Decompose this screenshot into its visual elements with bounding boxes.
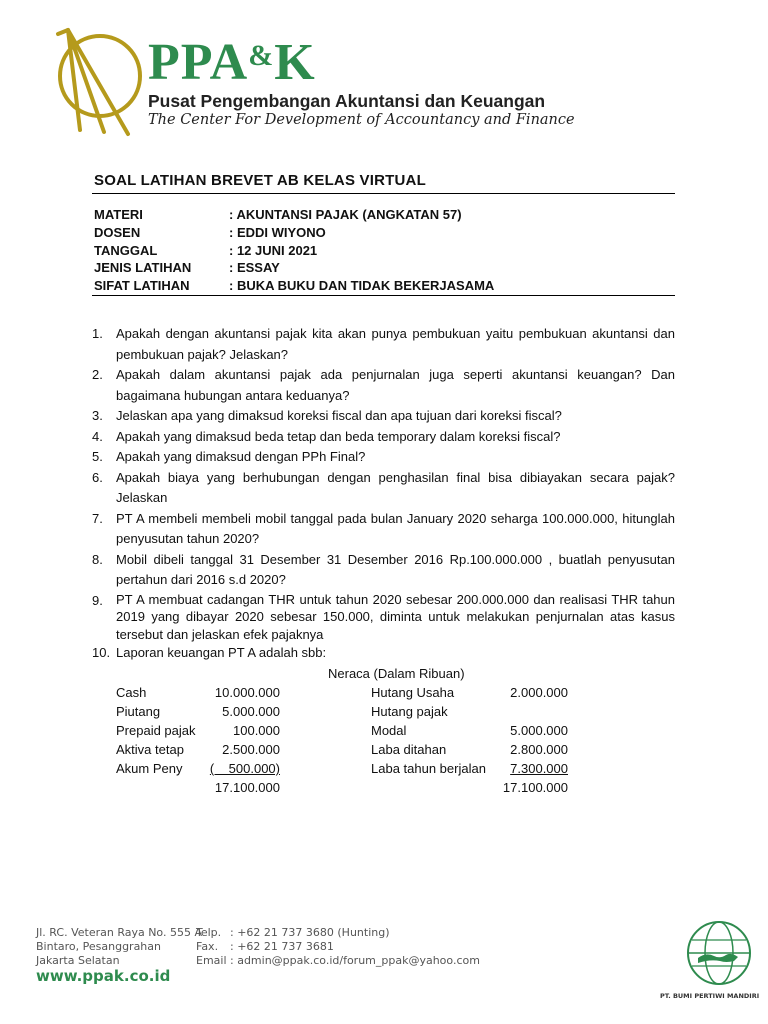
question-item bbox=[92, 468, 675, 509]
question-item bbox=[92, 591, 675, 644]
document-title: SOAL LATIHAN BREVET AB KELAS VIRTUAL bbox=[94, 172, 426, 189]
liability-value: 5.000.000 bbox=[510, 723, 568, 738]
question-item bbox=[92, 427, 675, 448]
meta-divider bbox=[92, 295, 675, 296]
asset-label: Prepaid pajak bbox=[116, 723, 196, 738]
question-number: 7. bbox=[92, 510, 103, 526]
asset-value: 2.500.000 bbox=[222, 742, 280, 757]
contact-key: Email bbox=[196, 954, 227, 967]
meta-key: DOSEN bbox=[94, 224, 141, 240]
meta-value: : 12 JUNI 2021 bbox=[229, 242, 318, 258]
liability-labels bbox=[371, 683, 486, 778]
asset-value: 5.000.000 bbox=[222, 704, 280, 719]
liability-value: 2.800.000 bbox=[510, 742, 568, 757]
question-number: 2. bbox=[92, 367, 103, 382]
title-divider bbox=[92, 193, 675, 194]
asset-value: 100.000 bbox=[233, 723, 280, 738]
question-number: 4. bbox=[92, 428, 103, 444]
balance-sheet-title: Neraca (Dalam Ribuan) bbox=[328, 666, 465, 681]
liability-value: 2.000.000 bbox=[510, 685, 568, 700]
question-text: Apakah yang dimaksud dengan PPh Final? bbox=[116, 449, 366, 464]
liability-label: Laba ditahan bbox=[371, 742, 447, 757]
liability-label: Hutang Usaha bbox=[371, 685, 455, 700]
contact-row bbox=[196, 954, 480, 968]
contact-value: : +62 21 737 3680 (Hunting) bbox=[230, 926, 390, 939]
asset-values bbox=[196, 683, 280, 797]
question-item bbox=[92, 447, 675, 468]
asset-label: Akum Peny bbox=[116, 761, 183, 776]
document-meta bbox=[94, 206, 494, 295]
liability-values bbox=[484, 683, 568, 797]
asset-labels bbox=[116, 683, 196, 778]
brand-subtitle: Pusat Pengembangan Akuntansi dan Keuangan bbox=[148, 91, 546, 111]
brand-tagline: The Center For Development of Accountancy and Finance bbox=[148, 112, 575, 128]
footer-address bbox=[36, 926, 202, 983]
contact-key: Telp. bbox=[196, 926, 222, 939]
meta-row bbox=[94, 224, 494, 242]
question-number: 8. bbox=[92, 551, 103, 567]
asset-value: 10.000.000 bbox=[214, 685, 280, 700]
meta-key: JENIS LATIHAN bbox=[94, 260, 192, 276]
liability-value bbox=[484, 702, 568, 721]
meta-value: : EDDI WIYONO bbox=[229, 224, 326, 240]
contact-key: Fax. bbox=[196, 940, 219, 953]
question-item bbox=[92, 550, 675, 591]
meta-row bbox=[94, 206, 494, 224]
question-item bbox=[92, 406, 675, 427]
question-text: Apakah dengan akuntansi pajak kita akan punya pembukuan yaitu pembukuan akuntansi dan pembukuan pajak? Jelaskan? bbox=[116, 326, 675, 362]
question-text: Apakah yang dimaksud beda tetap dan beda temporary dalam koreksi fiscal? bbox=[116, 428, 561, 444]
question-item bbox=[92, 365, 675, 406]
asset-label: Aktiva tetap bbox=[116, 742, 184, 757]
contact-value[interactable]: : admin@ppak.co.id/forum_ppak@yahoo.com bbox=[230, 954, 480, 967]
meta-row bbox=[94, 242, 494, 260]
brand-block bbox=[148, 30, 575, 128]
question-text: Apakah biaya yang berhubungan dengan penghasilan final bisa dibiayakan secara pajak? Jelaskan bbox=[116, 469, 675, 505]
question-number: 5. bbox=[92, 449, 103, 464]
question-text: Mobil dibeli tanggal 31 Desember 31 Desember 2016 Rp.100.000.000 , buatlah penyusutan pertahun dari 2016 s.d 2020? bbox=[116, 551, 675, 587]
globe-logo-icon bbox=[684, 918, 754, 988]
question-item bbox=[92, 643, 675, 664]
question-number: 3. bbox=[92, 408, 103, 423]
question-item bbox=[92, 509, 675, 550]
ppak-logo-icon bbox=[38, 20, 158, 140]
partner-caption: PT. BUMI PERTIWI MANDIRI bbox=[660, 992, 760, 1000]
contact-value: : +62 21 737 3681 bbox=[230, 940, 334, 953]
liability-label: Laba tahun berjalan bbox=[371, 761, 486, 776]
meta-value: : AKUNTANSI PAJAK (ANGKATAN 57) bbox=[229, 207, 462, 222]
question-number: 1. bbox=[92, 326, 103, 341]
asset-label: Piutang bbox=[116, 704, 161, 719]
question-number: 6. bbox=[92, 469, 103, 485]
meta-value: : ESSAY bbox=[229, 260, 280, 276]
address-line: Jl. RC. Veteran Raya No. 555 A bbox=[36, 926, 202, 939]
address-line: Bintaro, Pesanggrahan bbox=[36, 940, 161, 953]
liabilities-total: 17.100.000 bbox=[502, 780, 568, 795]
asset-value: ( 500.000) bbox=[209, 761, 280, 776]
footer-contact bbox=[196, 926, 480, 968]
question-text: Jelaskan apa yang dimaksud koreksi fiscal dan apa tujuan dari koreksi fiscal? bbox=[116, 408, 562, 423]
question-number: 10. bbox=[92, 645, 111, 660]
meta-key: SIFAT LATIHAN bbox=[94, 278, 190, 294]
meta-key: MATERI bbox=[94, 207, 143, 222]
assets-total: 17.100.000 bbox=[214, 780, 280, 795]
meta-value: : BUKA BUKU DAN TIDAK BEKERJASAMA bbox=[229, 278, 495, 294]
question-text: PT A membuat cadangan THR untuk tahun 2020 sebesar 200.000.000 dan realisasi THR tahun 2019 yang dibayar 2020 sebesar 150.000, diminta untuk melakukan penjurnalan atas kasus tersebut dan jelaskan efek pajaknya bbox=[116, 591, 675, 642]
contact-row bbox=[196, 926, 480, 940]
website-link[interactable]: www.ppak.co.id bbox=[36, 967, 171, 985]
question-text: Apakah dalam akuntansi pajak ada penjurnalan juga seperti akuntansi keuangan? Dan bagaimana hubungan antara keduanya? bbox=[116, 367, 675, 403]
liability-value: 7.300.000 bbox=[510, 761, 568, 776]
liability-label: Modal bbox=[371, 723, 407, 738]
meta-row bbox=[94, 277, 494, 295]
meta-key: TANGGAL bbox=[94, 242, 158, 258]
contact-row bbox=[196, 940, 480, 954]
question-text: PT A membeli membeli mobil tanggal pada bulan January 2020 seharga 100.000.000, hitunglah penyusutan tahun 2020? bbox=[116, 510, 675, 546]
asset-label: Cash bbox=[116, 685, 147, 700]
question-item bbox=[92, 324, 675, 365]
address-line: Jakarta Selatan bbox=[36, 954, 120, 967]
meta-row bbox=[94, 259, 494, 277]
brand-name: PPA&K bbox=[148, 34, 316, 91]
liability-label: Hutang pajak bbox=[371, 704, 448, 719]
question-text: Laporan keuangan PT A adalah sbb: bbox=[116, 645, 327, 660]
question-number: 9. bbox=[92, 592, 103, 608]
question-list bbox=[92, 324, 675, 664]
